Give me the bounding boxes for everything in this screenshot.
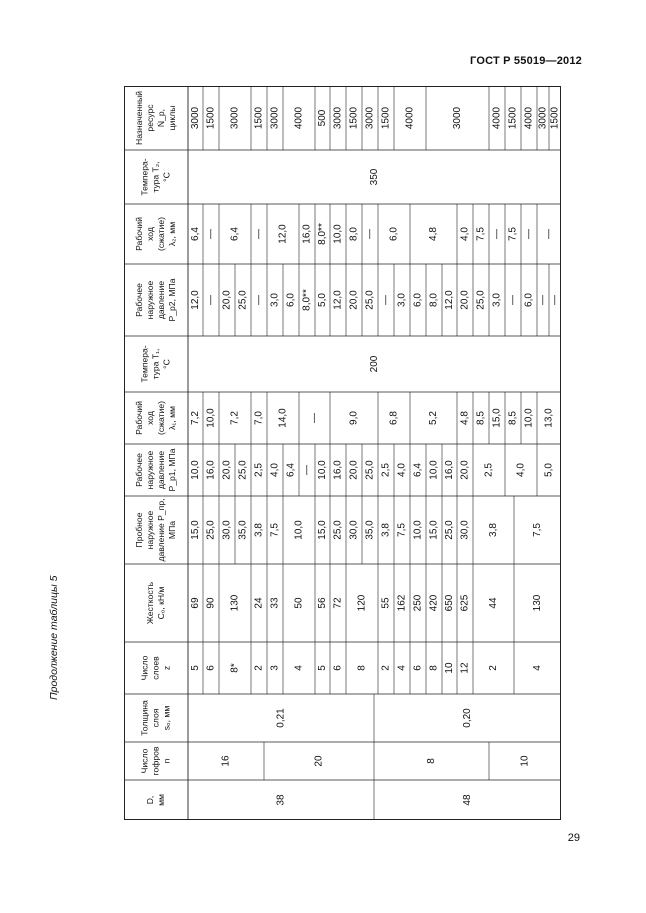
cell-L1: 15,0 xyxy=(491,408,503,428)
cell-z: 3 xyxy=(269,665,281,671)
cell-L2: 4,0 xyxy=(459,227,471,241)
cell-Ppr: 25,0 xyxy=(332,520,344,540)
cell-Pp1: 2,5 xyxy=(483,463,495,477)
column-header-T1: Темпера- xyxy=(139,345,150,383)
cell-Pp2: 8,0 xyxy=(428,293,440,307)
cell-L2: 10,0 xyxy=(332,224,344,244)
cell-L2: 8,0** xyxy=(317,223,329,245)
column-header-L1: (сжатие) xyxy=(155,401,166,435)
column-header-n: n xyxy=(161,758,172,764)
cell-Nr: 1500 xyxy=(205,106,217,130)
cell-C0: 33 xyxy=(269,597,281,609)
cell-Ppr: 10,0 xyxy=(412,520,424,540)
standard-header: ГОСТ Р 55019—2012 xyxy=(470,55,582,67)
cell-Pp1: 2,5 xyxy=(253,463,265,477)
cell-Nr: 4000 xyxy=(491,106,503,130)
cell-L1: 13,0 xyxy=(543,408,555,428)
cell-Pp2: — xyxy=(205,295,217,305)
cell-n: 10 xyxy=(519,755,531,767)
cell-Nr: 500 xyxy=(317,109,329,127)
cell-Pp2: 12,0 xyxy=(190,290,202,310)
column-header-n: гофров xyxy=(150,746,161,776)
column-header-L1: λ₁, мм xyxy=(166,406,177,430)
cell-C0: 69 xyxy=(190,597,202,609)
cell-L2: — xyxy=(523,229,535,239)
column-header-Pp1: давление xyxy=(155,450,166,490)
cell-Nr: 3000 xyxy=(190,106,202,130)
cell-T2: 350 xyxy=(369,168,381,186)
column-header-Pp2: давление xyxy=(155,280,166,320)
cell-L1: 7,2 xyxy=(190,411,202,425)
cell-z: 4 xyxy=(293,665,305,671)
column-header-C0: Жесткость xyxy=(144,581,155,625)
cell-Pp2: 25,0 xyxy=(364,290,376,310)
cell-Pp2: — xyxy=(537,295,549,305)
column-header-Pp1: P_р1, МПа xyxy=(166,448,177,492)
cell-Ppr: 15,0 xyxy=(190,520,202,540)
cell-Nr: 1500 xyxy=(507,106,519,130)
cell-Pp1: 2,5 xyxy=(380,463,392,477)
cell-Pp1: 10,0 xyxy=(317,460,329,480)
column-header-Nr: Назначенный xyxy=(133,91,144,145)
column-header-T1: тура T₁, xyxy=(150,348,161,380)
cell-Nr: 3000 xyxy=(537,106,549,130)
cell-Pp2: 12,0 xyxy=(444,290,456,310)
cell-Pp1: 4,0 xyxy=(515,463,527,477)
column-header-L1: ход xyxy=(144,411,155,425)
cell-Ppr: 30,0 xyxy=(221,520,233,540)
cell-Ppr: 25,0 xyxy=(444,520,456,540)
cell-C0: 420 xyxy=(428,594,440,612)
cell-z: 6 xyxy=(332,665,344,671)
cell-Pp1: 6,4 xyxy=(285,463,297,477)
column-header-L1: Рабочий xyxy=(133,401,144,435)
cell-C0: 55 xyxy=(380,597,392,609)
cell-Pp2: 3,0 xyxy=(269,293,281,307)
column-header-Ppr: наружное xyxy=(144,510,155,550)
cell-Ppr: 30,0 xyxy=(348,520,360,540)
cell-Pp2: 20,0 xyxy=(459,290,471,310)
cell-C0: 650 xyxy=(444,594,456,612)
cell-Pp2: — xyxy=(253,295,265,305)
cell-L1: 10,0 xyxy=(205,408,217,428)
cell-Ppr: 35,0 xyxy=(364,520,376,540)
cell-Pp2: 20,0 xyxy=(221,290,233,310)
table-continuation-caption: Продолжение таблицы 5 xyxy=(48,575,60,700)
cell-L2: — xyxy=(205,229,217,239)
cell-L2: — xyxy=(543,229,555,239)
column-header-Pp1: наружное xyxy=(144,450,155,490)
cell-z: 5 xyxy=(317,665,329,671)
cell-L2: 6,4 xyxy=(190,227,202,241)
cell-Nr: 4000 xyxy=(404,106,416,130)
cell-C0: 24 xyxy=(253,597,265,609)
cell-z: 4 xyxy=(532,665,544,671)
cell-Pp2: 12,0 xyxy=(332,290,344,310)
column-header-D: мм xyxy=(155,794,166,806)
cell-C0: 130 xyxy=(532,594,544,612)
cell-Nr: 3000 xyxy=(332,106,344,130)
column-header-L2: λ₂, мм xyxy=(166,221,177,247)
column-header-Pp1: Рабочее xyxy=(133,453,144,487)
cell-z: 8 xyxy=(428,665,440,671)
column-header-s0: Толщина xyxy=(139,700,150,736)
cell-s0: 0,21 xyxy=(275,708,287,728)
column-header-D: D, xyxy=(144,795,155,805)
cell-Pp2: 3,0 xyxy=(396,293,408,307)
cell-C0: 90 xyxy=(205,597,217,609)
data-table xyxy=(124,86,561,820)
cell-Nr: 4000 xyxy=(293,106,305,130)
cell-Ppr: 7,5 xyxy=(396,523,408,537)
cell-Pp1: 16,0 xyxy=(205,460,217,480)
cell-Pp1: 4,0 xyxy=(396,463,408,477)
cell-L1: 5,2 xyxy=(428,411,440,425)
cell-Pp1: 20,0 xyxy=(459,460,471,480)
cell-Pp1: 20,0 xyxy=(348,460,360,480)
cell-L1: 6,8 xyxy=(388,411,400,425)
column-header-s0: слоя xyxy=(150,708,161,728)
cell-Ppr: 3,8 xyxy=(488,523,500,537)
cell-Pp2: 5,0 xyxy=(317,293,329,307)
cell-L1: 14,0 xyxy=(277,408,289,428)
cell-z: 2 xyxy=(253,665,265,671)
cell-Pp2: — xyxy=(507,295,519,305)
column-header-T2: тура T₂, xyxy=(150,161,161,193)
cell-Pp2: 6,0 xyxy=(523,293,535,307)
cell-z: 5 xyxy=(190,665,202,671)
cell-L1: 7,2 xyxy=(229,411,241,425)
cell-L2: — xyxy=(491,229,503,239)
cell-L2: — xyxy=(253,229,265,239)
cell-Pp1: 25,0 xyxy=(364,460,376,480)
cell-z: 6 xyxy=(412,665,424,671)
column-header-Ppr: Пробное xyxy=(133,512,144,548)
cell-Nr: 3000 xyxy=(269,106,281,130)
cell-Ppr: 3,8 xyxy=(380,523,392,537)
cell-Pp1: 20,0 xyxy=(221,460,233,480)
cell-Pp2: 6,0 xyxy=(285,293,297,307)
cell-C0: 56 xyxy=(317,597,329,609)
column-header-L2: Рабочий xyxy=(133,217,144,251)
cell-Pp2: 20,0 xyxy=(348,290,360,310)
cell-C0: 162 xyxy=(396,594,408,612)
cell-s0: 0,20 xyxy=(462,708,474,728)
cell-L1: — xyxy=(309,413,321,423)
cell-L2: 6,0 xyxy=(388,227,400,241)
cell-n: 8 xyxy=(426,758,438,764)
cell-Pp2: 25,0 xyxy=(475,290,487,310)
cell-Pp1: 5,0 xyxy=(543,463,555,477)
cell-Nr: 1500 xyxy=(253,106,265,130)
column-header-n: Число xyxy=(139,748,150,774)
cell-Pp1: — xyxy=(301,465,313,475)
cell-L1: 8,5 xyxy=(507,411,519,425)
cell-L2: 7,5 xyxy=(507,227,519,241)
cell-L2: 6,4 xyxy=(229,227,241,241)
cell-Ppr: 25,0 xyxy=(205,520,217,540)
cell-Nr: 1500 xyxy=(380,106,392,130)
column-header-Ppr: давление P_пр, xyxy=(155,498,166,562)
cell-z: 10 xyxy=(444,662,456,674)
cell-z: 8* xyxy=(229,663,241,673)
cell-Ppr: 7,5 xyxy=(532,523,544,537)
column-header-Pp2: Рабочее xyxy=(133,283,144,317)
column-header-z: Число xyxy=(139,655,150,681)
cell-Pp2: 25,0 xyxy=(237,290,249,310)
cell-Nr: 1500 xyxy=(549,106,561,130)
cell-C0: 44 xyxy=(488,597,500,609)
cell-z: 12 xyxy=(459,662,471,674)
cell-L2: — xyxy=(364,229,376,239)
cell-Pp1: 4,0 xyxy=(269,463,281,477)
cell-Pp1: 25,0 xyxy=(237,460,249,480)
cell-Ppr: 3,8 xyxy=(253,523,265,537)
cell-C0: 72 xyxy=(332,597,344,609)
cell-Ppr: 35,0 xyxy=(237,520,249,540)
cell-D: 48 xyxy=(462,794,474,806)
column-header-L2: (сжатие) xyxy=(155,217,166,251)
column-header-L2: ход xyxy=(144,227,155,241)
column-header-z: z xyxy=(161,665,172,671)
cell-L1: 7,0 xyxy=(253,411,265,425)
cell-Nr: 1500 xyxy=(348,106,360,130)
column-header-Nr: циклы xyxy=(166,105,177,131)
column-header-T2: Темпера- xyxy=(139,158,150,196)
cell-n: 16 xyxy=(220,755,232,767)
cell-L1: 8,5 xyxy=(475,411,487,425)
cell-Nr: 4000 xyxy=(523,106,535,130)
cell-Nr: 3000 xyxy=(452,106,464,130)
cell-L2: 8,0 xyxy=(348,227,360,241)
cell-C0: 50 xyxy=(293,597,305,609)
cell-z: 4 xyxy=(396,665,408,671)
cell-Nr: 3000 xyxy=(229,106,241,130)
cell-C0: 130 xyxy=(229,594,241,612)
cell-z: 2 xyxy=(380,665,392,671)
cell-n: 20 xyxy=(313,755,325,767)
column-header-Nr: Ṅ_р, xyxy=(155,108,166,128)
cell-L1: 10,0 xyxy=(523,408,535,428)
cell-Ppr: 30,0 xyxy=(459,520,471,540)
cell-Pp2: 3,0 xyxy=(491,293,503,307)
column-header-Pp2: P_р2, МПа xyxy=(166,278,177,322)
cell-Pp1: 16,0 xyxy=(332,460,344,480)
column-header-z: слоев xyxy=(150,656,161,680)
column-header-Nr: ресурс xyxy=(144,104,155,132)
cell-Pp2: 6,0 xyxy=(412,293,424,307)
cell-C0: 625 xyxy=(459,594,471,612)
column-header-T1: °C xyxy=(161,359,172,369)
cell-L1: 4,8 xyxy=(459,411,471,425)
cell-L2: 4,8 xyxy=(428,227,440,241)
cell-z: 2 xyxy=(488,665,500,671)
cell-Ppr: 7,5 xyxy=(269,523,281,537)
cell-Pp1: 10,0 xyxy=(428,460,440,480)
column-header-Pp2: наружное xyxy=(144,280,155,320)
cell-Ppr: 15,0 xyxy=(428,520,440,540)
cell-Ppr: 15,0 xyxy=(317,520,329,540)
column-header-C0: C₀, кН/м xyxy=(155,586,166,620)
cell-Nr: 3000 xyxy=(364,106,376,130)
cell-L1: 9,0 xyxy=(348,411,360,425)
cell-Ppr: 10,0 xyxy=(293,520,305,540)
cell-Pp1: 16,0 xyxy=(444,460,456,480)
cell-L2: 16,0 xyxy=(301,224,313,244)
cell-L2: 12,0 xyxy=(277,224,289,244)
cell-L2: 7,5 xyxy=(475,227,487,241)
cell-z: 6 xyxy=(205,665,217,671)
cell-Pp2: — xyxy=(549,295,561,305)
cell-Pp1: 6,4 xyxy=(412,463,424,477)
column-header-Ppr: МПа xyxy=(166,520,177,540)
column-header-s0: s₀, мм xyxy=(161,705,172,731)
page-number: 29 xyxy=(567,832,580,844)
cell-T1: 200 xyxy=(369,355,381,373)
cell-D: 38 xyxy=(275,794,287,806)
cell-Pp2: — xyxy=(380,295,392,305)
cell-z: 8 xyxy=(356,665,368,671)
column-header-T2: °C xyxy=(161,172,172,182)
cell-Pp2: 8,0** xyxy=(301,289,313,311)
cell-Pp1: 10,0 xyxy=(190,460,202,480)
cell-C0: 250 xyxy=(412,594,424,612)
cell-C0: 120 xyxy=(356,594,368,612)
